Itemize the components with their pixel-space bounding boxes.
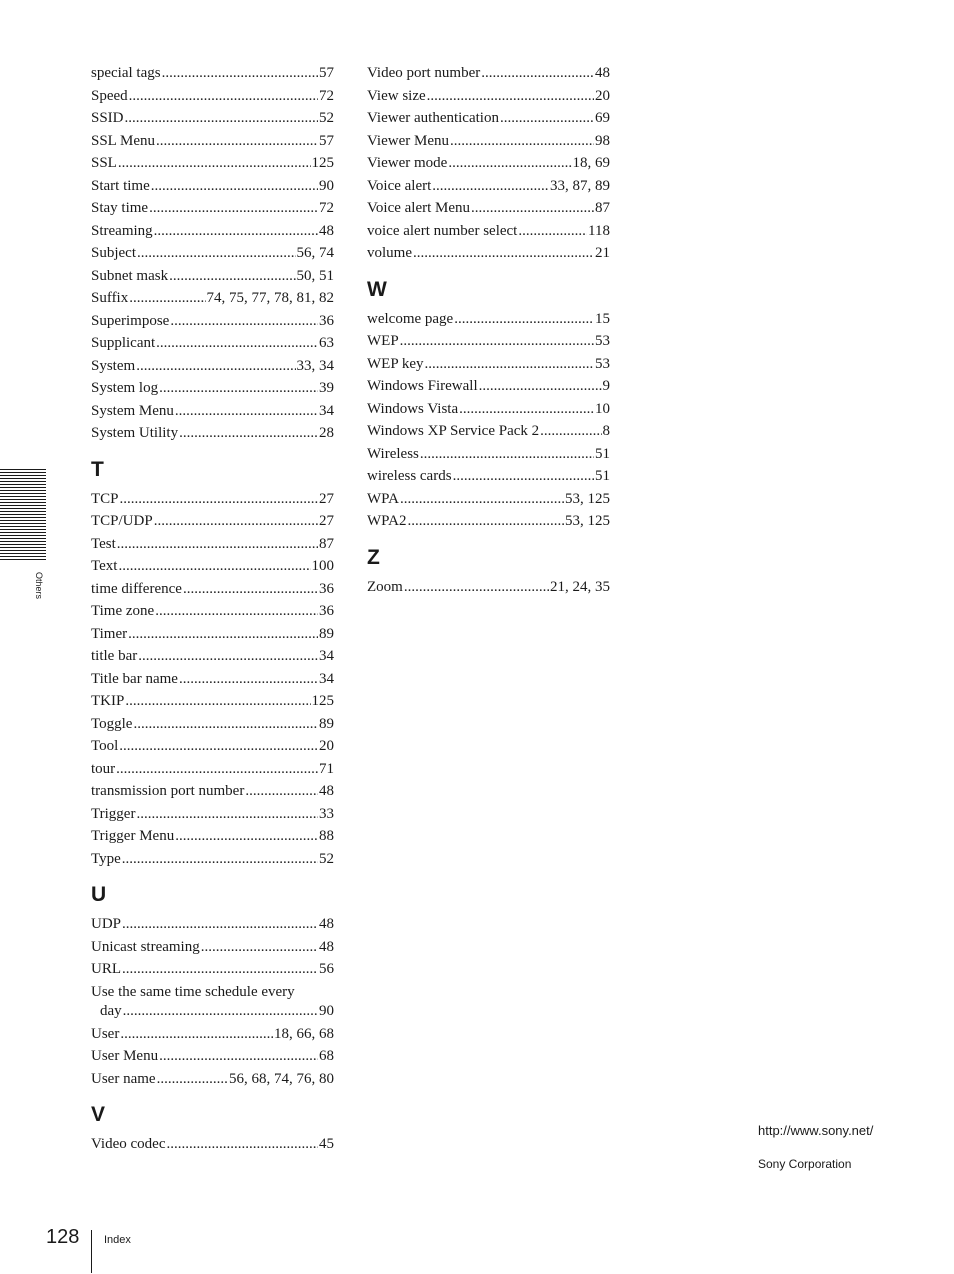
index-entry xyxy=(91,1068,334,1091)
index-entry xyxy=(367,175,610,198)
leader-dots xyxy=(133,713,318,736)
index-term: Type xyxy=(91,850,121,867)
index-entry xyxy=(91,913,334,936)
leader-dots xyxy=(450,130,594,153)
index-pages: 48 xyxy=(319,222,334,239)
leader-dots xyxy=(129,287,205,310)
index-term: System log xyxy=(91,380,159,396)
side-tab-label: Others xyxy=(34,572,44,600)
index-pages: 20 xyxy=(595,87,610,104)
leader-dots xyxy=(162,62,318,85)
index-term: Windows Vista xyxy=(367,400,459,417)
index-pages: 56 xyxy=(319,961,334,977)
index-entry xyxy=(367,488,610,511)
index-term: welcome page xyxy=(367,310,454,327)
index-term: Text xyxy=(91,558,118,574)
leader-dots xyxy=(400,330,594,353)
index-pages: 21 xyxy=(595,245,610,261)
index-entry xyxy=(367,465,610,488)
index-entry xyxy=(367,62,610,85)
leader-dots xyxy=(116,758,318,781)
index-entry xyxy=(91,780,334,803)
index-entry xyxy=(367,85,610,108)
index-group-w xyxy=(367,308,610,533)
leader-dots xyxy=(427,85,594,108)
index-pages: 87 xyxy=(319,535,334,552)
index-pages: 48 xyxy=(319,916,334,932)
leader-dots xyxy=(125,690,310,713)
index-group-v xyxy=(91,1133,334,1156)
leader-dots xyxy=(407,510,564,533)
leader-dots xyxy=(154,510,318,533)
index-pages: 98 xyxy=(595,132,610,149)
index-pages: 15 xyxy=(595,310,610,327)
index-group-v-cont xyxy=(367,62,610,265)
index-pages: 20 xyxy=(319,738,334,754)
leader-dots xyxy=(540,420,601,443)
index-entry xyxy=(367,308,610,331)
index-pages: 87 xyxy=(595,200,610,216)
index-entry xyxy=(91,287,334,310)
index-term: Title bar name xyxy=(91,670,178,687)
index-entry xyxy=(367,130,610,153)
index-entry xyxy=(91,623,334,646)
leader-dots xyxy=(138,645,318,668)
section-letter-u: U xyxy=(91,883,107,906)
index-term: Streaming xyxy=(91,222,153,239)
index-term: TCP/UDP xyxy=(91,513,153,529)
index-group-s xyxy=(91,62,334,445)
leader-dots xyxy=(119,735,318,758)
index-entry xyxy=(91,488,334,511)
leader-dots xyxy=(175,400,318,423)
index-column-right xyxy=(367,62,610,598)
leader-dots xyxy=(128,623,318,646)
index-entry xyxy=(367,420,610,443)
leader-dots xyxy=(179,422,318,445)
leader-dots xyxy=(420,443,594,466)
index-term: Stay time xyxy=(91,200,149,216)
index-entry xyxy=(91,107,334,130)
index-group-u-a xyxy=(91,913,334,981)
index-entry xyxy=(367,576,610,599)
index-pages: 52 xyxy=(319,850,334,867)
index-entry xyxy=(367,353,610,376)
index-entry xyxy=(91,713,334,736)
leader-dots xyxy=(118,152,311,175)
index-pages: 51 xyxy=(595,468,610,484)
index-term: User Menu xyxy=(91,1048,159,1064)
index-term: Suffix xyxy=(91,290,129,306)
section-letter-w: W xyxy=(367,277,387,301)
index-term: Toggle xyxy=(91,715,133,732)
leader-dots xyxy=(454,308,594,331)
leader-dots xyxy=(479,375,602,398)
index-term: Timer xyxy=(91,625,128,642)
index-pages: 34 xyxy=(319,402,334,419)
index-entry xyxy=(91,152,334,175)
index-entry xyxy=(91,758,334,781)
index-pages: 33 xyxy=(319,805,334,822)
footer-section-label: Index xyxy=(104,1234,131,1246)
index-entry xyxy=(91,332,334,355)
index-term: special tags xyxy=(91,65,161,81)
company-name: Sony Corporation xyxy=(758,1157,852,1171)
leader-dots xyxy=(156,332,318,355)
index-term: WPA xyxy=(367,490,399,507)
leader-dots xyxy=(117,533,318,556)
index-pages: 45 xyxy=(319,1136,334,1152)
index-entry xyxy=(91,578,334,601)
leader-dots xyxy=(155,600,318,623)
index-term: Superimpose xyxy=(91,312,170,329)
index-pages: 34 xyxy=(319,670,334,687)
index-entry xyxy=(91,510,334,533)
index-term: View size xyxy=(367,87,426,104)
page-number: 128 xyxy=(46,1226,80,1248)
leader-dots xyxy=(481,62,594,85)
index-term: Video port number xyxy=(367,65,481,81)
index-term: Trigger xyxy=(91,805,136,822)
index-entry xyxy=(91,735,334,758)
index-entry xyxy=(91,85,334,108)
index-group-z xyxy=(367,576,610,599)
index-entry xyxy=(91,645,334,668)
leader-dots xyxy=(518,220,587,243)
index-term: Supplicant xyxy=(91,335,156,351)
index-entry xyxy=(367,443,610,466)
index-pages: 72 xyxy=(319,200,334,216)
index-entry xyxy=(367,152,610,175)
index-entry xyxy=(91,197,334,220)
index-pages: 33, 87, 89 xyxy=(550,177,610,194)
index-pages: 33, 34 xyxy=(296,357,334,374)
index-term: TKIP xyxy=(91,693,125,709)
leader-dots xyxy=(118,555,310,578)
index-term: Subject xyxy=(91,245,136,261)
index-term: Voice alert xyxy=(367,177,432,194)
index-entry xyxy=(91,377,334,400)
index-term: title bar xyxy=(91,648,138,664)
index-pages: 53 xyxy=(595,355,610,372)
index-pages: 27 xyxy=(319,490,334,507)
index-column-left xyxy=(91,62,334,1156)
index-term: Wireless xyxy=(367,445,419,462)
index-pages: 10 xyxy=(595,400,610,417)
index-pages: 56, 68, 74, 76, 80 xyxy=(229,1070,334,1087)
index-term: Time zone xyxy=(91,603,155,619)
index-term: WEP key xyxy=(367,355,424,372)
leader-dots xyxy=(123,1002,318,1021)
index-entry xyxy=(91,803,334,826)
index-entry xyxy=(367,220,610,243)
index-entry xyxy=(91,242,334,265)
index-term: Unicast streaming xyxy=(91,938,200,955)
index-pages: 125 xyxy=(311,155,334,171)
leader-dots xyxy=(170,310,318,333)
index-entry xyxy=(91,981,334,1021)
leader-dots xyxy=(151,175,318,198)
index-term: Trigger Menu xyxy=(91,828,175,844)
leader-dots xyxy=(453,465,594,488)
index-pages: 56, 74 xyxy=(296,245,334,261)
leader-dots xyxy=(157,1068,228,1091)
index-pages: 36 xyxy=(319,580,334,597)
index-pages: 71 xyxy=(319,760,334,777)
index-pages: 57 xyxy=(319,132,334,149)
index-pages: 63 xyxy=(319,335,334,351)
leader-dots xyxy=(169,265,295,288)
index-pages: 125 xyxy=(311,693,334,709)
index-term: Voice alert Menu xyxy=(367,200,471,216)
index-entry xyxy=(91,533,334,556)
index-pages: 90 xyxy=(319,1002,334,1019)
leader-dots xyxy=(137,242,296,265)
index-entry xyxy=(91,690,334,713)
leader-dots xyxy=(166,1133,318,1156)
index-term: TCP xyxy=(91,490,119,507)
leader-dots xyxy=(400,488,564,511)
index-pages: 50, 51 xyxy=(296,267,334,284)
index-term: Viewer Menu xyxy=(367,132,449,149)
index-term: SSL Menu xyxy=(91,132,156,149)
leader-dots xyxy=(404,576,549,599)
index-pages: 118 xyxy=(588,222,610,239)
index-term: WEP xyxy=(367,333,399,349)
index-pages: 53, 125 xyxy=(565,513,610,529)
index-pages: 89 xyxy=(319,625,334,642)
index-entry xyxy=(367,107,610,130)
index-term: Speed xyxy=(91,87,128,104)
index-term: Video codec xyxy=(91,1136,166,1152)
index-pages: 52 xyxy=(319,110,334,126)
index-term: SSL xyxy=(91,155,117,171)
leader-dots xyxy=(175,825,318,848)
index-term: Zoom xyxy=(367,578,403,595)
leader-dots xyxy=(159,377,318,400)
index-entry xyxy=(91,422,334,445)
index-term: Subnet mask xyxy=(91,267,169,284)
index-pages: 100 xyxy=(311,558,334,574)
index-pages: 18, 66, 68 xyxy=(274,1025,334,1042)
index-term: Test xyxy=(91,535,116,552)
index-term: time difference xyxy=(91,580,182,597)
index-pages: 18, 69 xyxy=(572,155,610,171)
leader-dots xyxy=(159,1045,318,1068)
index-pages: 9 xyxy=(602,378,610,394)
index-entry xyxy=(91,1045,334,1068)
index-pages: 53 xyxy=(595,333,610,349)
leader-dots xyxy=(129,85,318,108)
section-letter-z: Z xyxy=(367,545,380,569)
side-tab-stripes xyxy=(0,469,46,560)
index-entry xyxy=(91,958,334,981)
index-term: volume xyxy=(367,245,412,261)
index-term: Windows Firewall xyxy=(367,378,478,394)
index-term: tour xyxy=(91,760,116,777)
index-pages: 8 xyxy=(602,423,610,439)
leader-dots xyxy=(120,488,318,511)
index-term: User name xyxy=(91,1070,156,1087)
leader-dots xyxy=(156,130,318,153)
leader-dots xyxy=(125,107,318,130)
company-url: http://www.sony.net/ xyxy=(758,1123,874,1138)
index-term: System Menu xyxy=(91,402,174,419)
index-term: SSID xyxy=(91,110,124,126)
index-term: User xyxy=(91,1025,120,1042)
leader-dots xyxy=(201,936,318,959)
index-pages: 69 xyxy=(595,110,610,126)
index-entry xyxy=(91,62,334,85)
leader-dots xyxy=(413,242,594,265)
index-entry xyxy=(367,375,610,398)
index-entry xyxy=(91,400,334,423)
index-entry xyxy=(91,555,334,578)
leader-dots xyxy=(245,780,318,803)
index-pages: 89 xyxy=(319,715,334,732)
index-pages: 53, 125 xyxy=(565,490,610,507)
index-pages: 36 xyxy=(319,603,334,619)
index-term: System xyxy=(91,357,136,374)
index-pages: 39 xyxy=(319,380,334,396)
index-entry xyxy=(91,600,334,623)
index-term-continued: day xyxy=(100,1002,122,1019)
index-group-t xyxy=(91,488,334,871)
index-pages: 68 xyxy=(319,1048,334,1064)
section-letter-v: V xyxy=(91,1103,106,1126)
index-entry xyxy=(367,330,610,353)
index-pages: 72 xyxy=(319,87,334,104)
index-pages: 21, 24, 35 xyxy=(550,578,610,595)
leader-dots xyxy=(154,220,318,243)
leader-dots xyxy=(136,803,318,826)
index-pages: 90 xyxy=(319,177,334,194)
index-entry xyxy=(367,510,610,533)
index-entry xyxy=(91,825,334,848)
index-term: Viewer authentication xyxy=(367,110,499,126)
index-pages: 27 xyxy=(319,513,334,529)
index-entry xyxy=(91,848,334,871)
index-entry xyxy=(91,1023,334,1046)
index-term: Start time xyxy=(91,177,150,194)
index-entry xyxy=(91,355,334,378)
leader-dots xyxy=(122,848,318,871)
index-term: Tool xyxy=(91,738,119,754)
index-term: URL xyxy=(91,961,121,977)
index-pages: 51 xyxy=(595,445,610,462)
leader-dots xyxy=(120,1023,273,1046)
index-term: UDP xyxy=(91,916,122,932)
index-term: Viewer mode xyxy=(367,155,448,171)
leader-dots xyxy=(459,398,594,421)
leader-dots xyxy=(425,353,594,376)
index-term: Windows XP Service Pack 2 xyxy=(367,423,540,439)
footer-divider xyxy=(91,1230,92,1273)
leader-dots xyxy=(179,668,318,691)
index-pages: 88 xyxy=(319,828,334,844)
index-term: transmission port number xyxy=(91,783,245,799)
leader-dots xyxy=(432,175,549,198)
index-entry xyxy=(91,668,334,691)
index-entry xyxy=(91,130,334,153)
index-group-u-b xyxy=(91,1023,334,1091)
index-entry xyxy=(91,1133,334,1156)
leader-dots xyxy=(136,355,295,378)
index-pages: 36 xyxy=(319,312,334,329)
leader-dots xyxy=(500,107,594,130)
leader-dots xyxy=(122,913,318,936)
index-entry xyxy=(367,197,610,220)
leader-dots xyxy=(183,578,318,601)
index-entry xyxy=(91,310,334,333)
index-pages: 28 xyxy=(319,425,334,441)
index-term: wireless cards xyxy=(367,468,452,484)
index-pages: 48 xyxy=(595,65,610,81)
leader-dots xyxy=(149,197,318,220)
index-pages: 48 xyxy=(319,938,334,955)
index-entry xyxy=(91,265,334,288)
index-pages: 48 xyxy=(319,783,334,799)
leader-dots xyxy=(471,197,594,220)
index-term: WPA2 xyxy=(367,513,407,529)
index-term: System Utility xyxy=(91,425,179,441)
section-letter-t: T xyxy=(91,457,104,481)
index-term: voice alert number select xyxy=(367,222,518,239)
leader-dots xyxy=(448,152,571,175)
index-entry xyxy=(91,175,334,198)
index-entry xyxy=(91,220,334,243)
index-entry xyxy=(367,242,610,265)
index-pages: 74, 75, 77, 78, 81, 82 xyxy=(206,290,334,306)
index-entry xyxy=(91,936,334,959)
leader-dots xyxy=(122,958,318,981)
index-term: Use the same time schedule every xyxy=(91,983,295,1000)
index-pages: 57 xyxy=(319,65,334,81)
index-pages: 34 xyxy=(319,648,334,664)
index-entry xyxy=(367,398,610,421)
